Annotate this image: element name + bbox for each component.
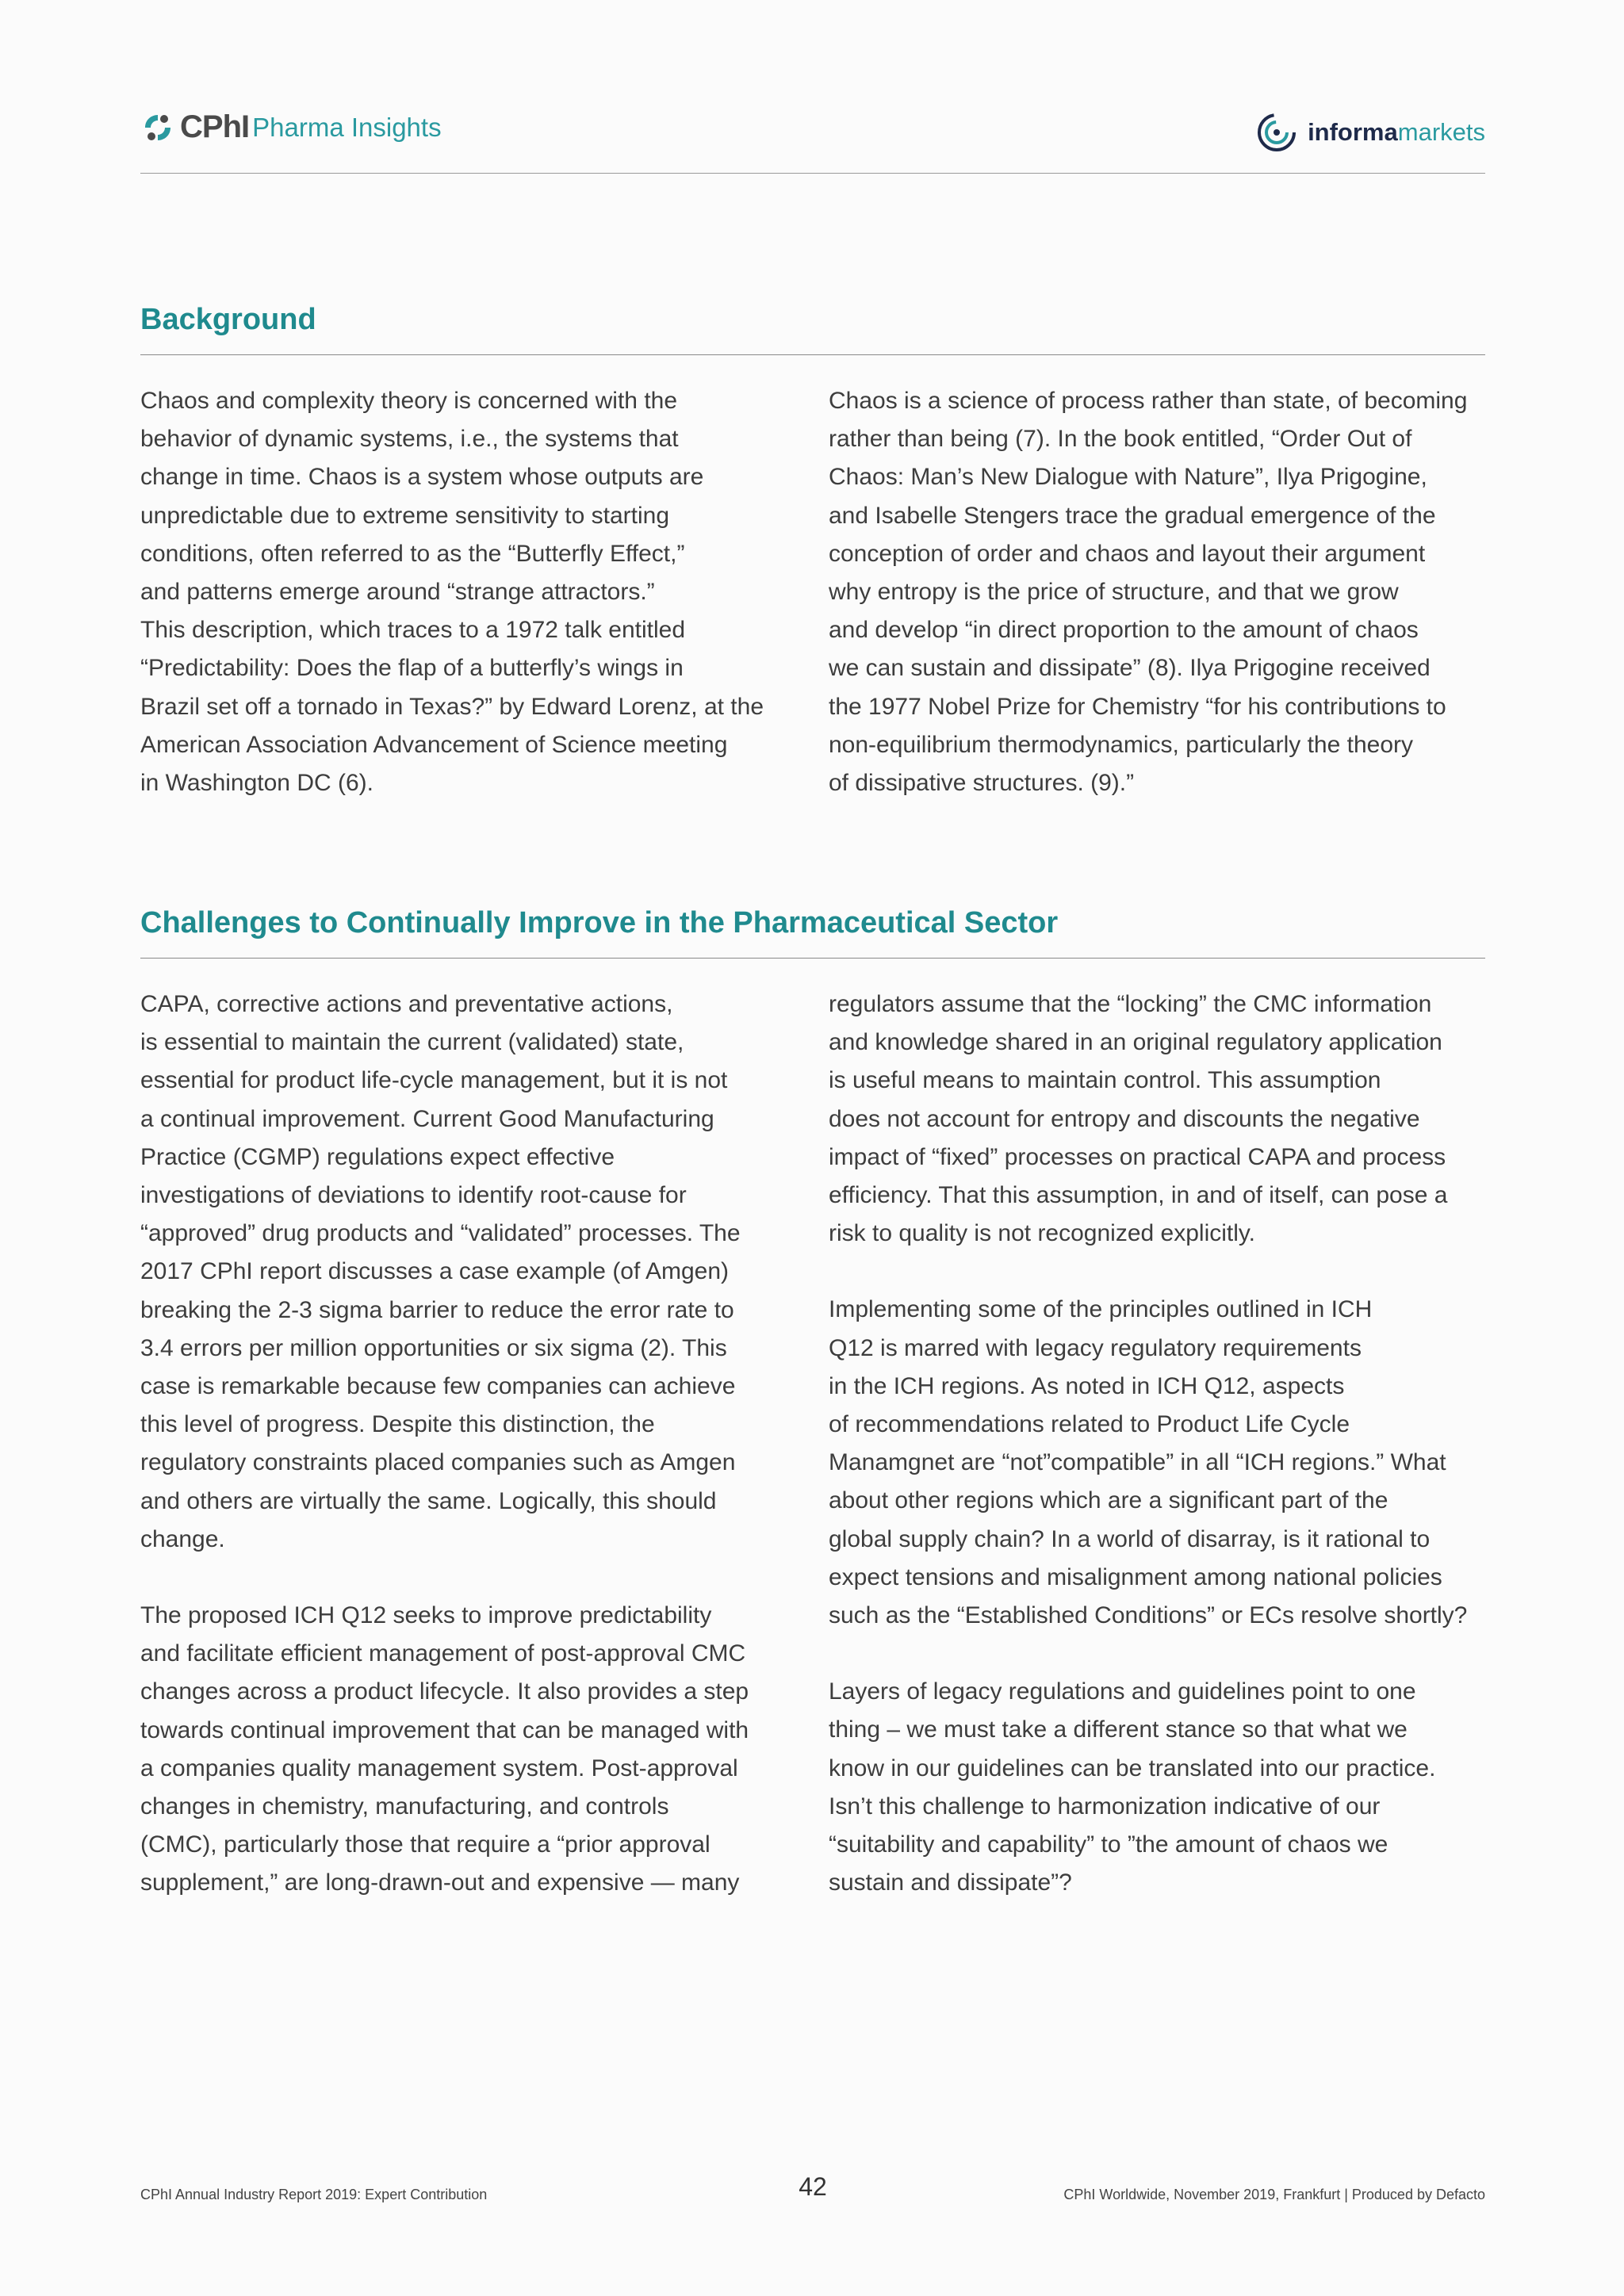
paragraph: The proposed ICH Q12 seeks to improve predictability and facilitate efficient management of post-approval CMC changes across a product lifecycle. It also provides a step towards continual improvement that can be managed with a companies quality management system. Post-approval changes in chemistry, manufacturing, and controls (CMC), particularly those that require a “prior approval supplement,” are long-drawn-out and expensive — many [140,1602,749,1896]
informa-logo-icon [1254,109,1300,155]
informa-word: informa [1308,118,1398,146]
brand-subtitle: Pharma Insights [252,112,442,142]
section-title-background: Background [140,303,1485,355]
background-right-column [829,382,1511,802]
paragraph: Chaos and complexity theory is concerned with the behavior of dynamic systems, i.e., the systems that change in time. Chaos is a system whose outputs are unpredictable due to extreme sensitivity to starting conditions, often referred to as the “Butterfly Effect,” and patterns emerge around “strange attractors.” This description, which traces to a 1972 talk entitled “Predictability: Does the flap of a butterfly’s wings in Brazil set off a tornado in Texas?” by Edward Lorenz, at the American Association Advancement of Science meeting in Washington DC (6). [140,388,764,797]
challenges-left-column [140,985,822,1903]
markets-word: markets [1397,118,1485,146]
informa-markets-logo [1254,109,1485,155]
cphi-logo [140,109,442,145]
footer-left-text: CPhI Annual Industry Report 2019: Expert Contribution [140,2187,488,2202]
paragraph: regulators assume that the “locking” the CMC information and knowledge shared in an original regulatory application is useful means to maintain control. This assumption does not account for entropy and discounts the negative impact of “fixed” processes on practical CAPA and process efficiency. That this assumption, in and of itself, can pose a risk to quality is not recognized explicitly. [829,991,1448,1247]
background-left-column [140,382,822,802]
page-number: 42 [799,2172,827,2201]
paragraph: Implementing some of the principles outlined in ICH Q12 is marred with legacy regulatory requirements in the ICH regions. As noted in ICH Q12, aspects of recommendations related to Product Life Cycle Manamgnet are “not”compatible” in all “ICH regions.” What about other regions which are a significant part of the global supply chain? In a world of disarray, is it rational to expect tensions and misalignment among national policies such as the “Established Conditions” or ECs resolve shortly? [829,1296,1468,1629]
paragraph: Chaos is a science of process rather than state, of becoming rather than being (7). In the book entitled, “Order Out of Chaos: Man’s New Dialogue with Nature”, Ilya Prigogine, and Isabelle Stengers trace the gradual emergence of the conception of order and chaos and layout their argument why entropy is the price of structure, and that we grow and develop “in direct proportion to the amount of chaos we can sustain and dissipate” (8). Ilya Prigogine received the 1977 Nobel Prize for Chemistry “for his contributions to non-equilibrium thermodynamics, particularly the theory of dissipative structures. (9).” [829,388,1468,797]
section-title-challenges: Challenges to Continually Improve in the Pharmaceutical Sector [140,906,1485,959]
brand-cphi-text: CPhI [180,109,250,144]
challenges-right-column [829,985,1511,1902]
paragraph: Layers of legacy regulations and guidelines point to one thing – we must take a different stance so that what we know in our guidelines can be translated into our practice. Isn’t this challenge to harmonization indicative of our “suitability and capability” to ”the amount of chaos we sustain and dissipate”? [829,1678,1436,1896]
page-footer [140,2172,1485,2212]
footer-right-text: CPhI Worldwide, November 2019, Frankfurt | Produced by Defacto [1063,2187,1485,2202]
page-header [140,103,1485,174]
paragraph: CAPA, corrective actions and preventative actions, is essential to maintain the current (validated) state, essential for product life-cycle management, but it is not a continual improvement. Current Good Manufacturing Practice (CGMP) regulations expect effective investigations of deviations to identify root-cause for “approved” drug products and “validated” processes. The 2017 CPhI report discusses a case example (of Amgen) breaking the 2-3 sigma barrier to reduce the error rate to 3.4 errors per million opportunities or six sigma (2). This case is remarkable because few companies can achieve this level of progress. Despite this distinction, the regulatory constraints placed companies such as Amgen and others are virtually the same. Logically, this should change. [140,991,741,1552]
cphi-logo-icon [140,112,175,144]
